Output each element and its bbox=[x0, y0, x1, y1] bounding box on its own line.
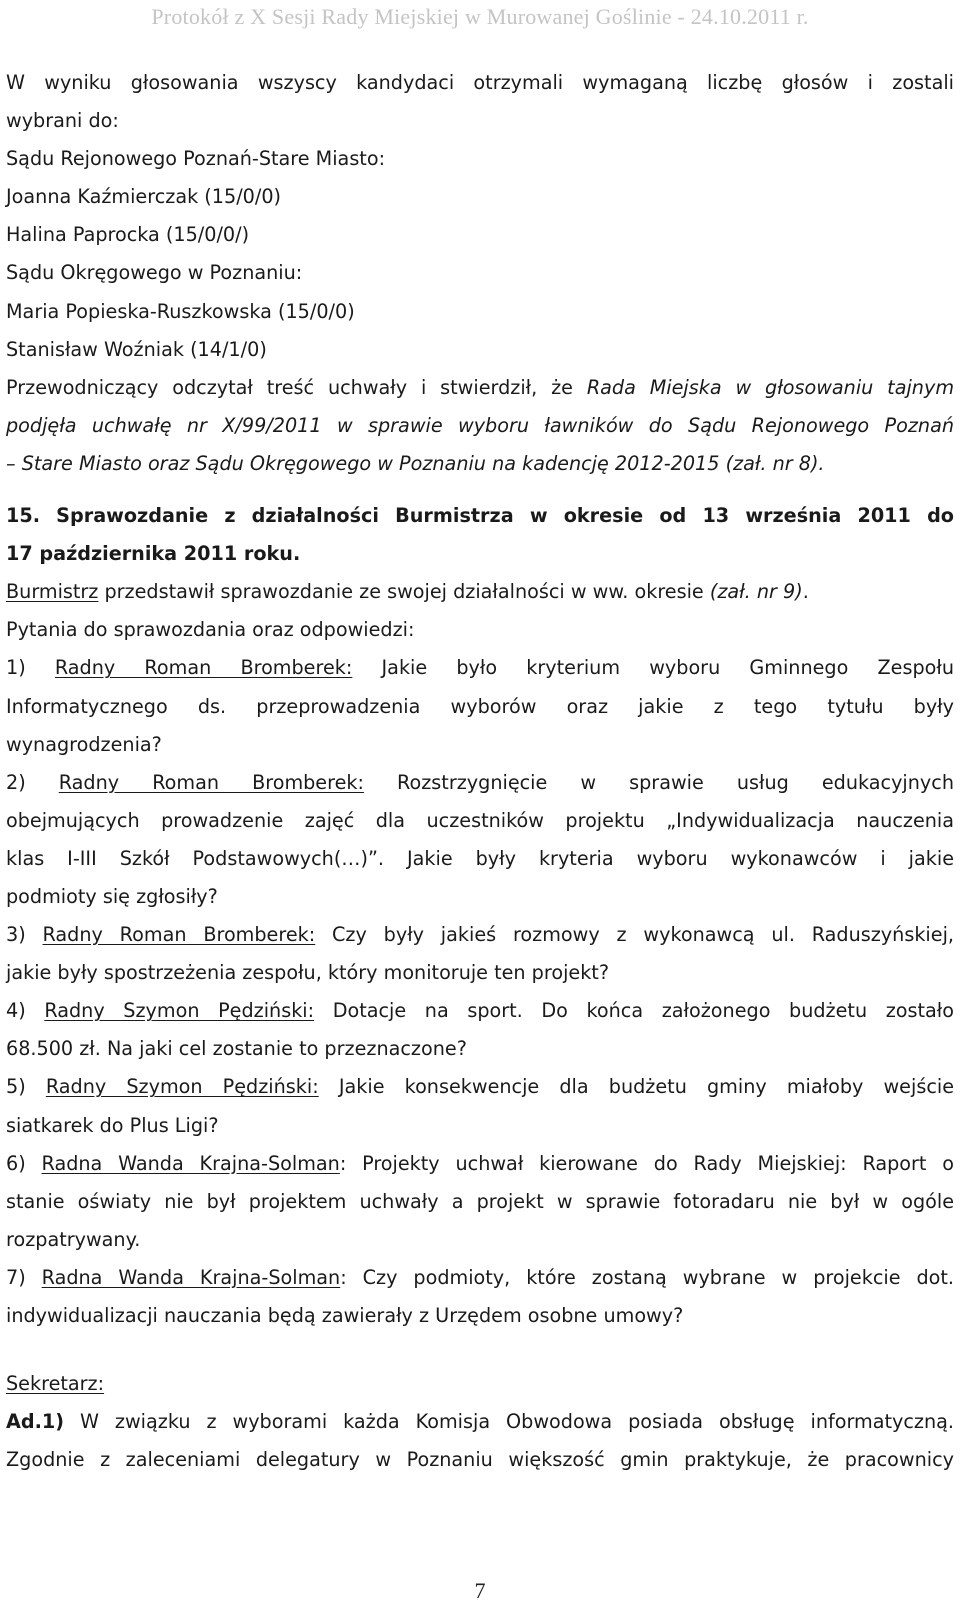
attachment-ref: (zał. nr 9) bbox=[709, 580, 803, 604]
question-1-line-2: Informatycznego ds. przeprowadzenia wyborów oraz jakie z tego tytułu były bbox=[6, 694, 954, 718]
question-1-line-3: wynagrodzenia? bbox=[6, 732, 162, 756]
question-number: 6) bbox=[6, 1151, 42, 1175]
question-number: 1) bbox=[6, 656, 55, 680]
question-1-line-1 bbox=[6, 649, 954, 687]
mayor-label: Burmistrz bbox=[6, 580, 99, 604]
question-speaker: Radny Roman Bromberek: bbox=[58, 770, 364, 794]
question-text: : Projekty uchwał kierowane do Rady Miejskiej: Raport o bbox=[339, 1151, 955, 1175]
question-speaker: Radny Roman Bromberek: bbox=[54, 656, 353, 680]
question-3-line-2: jakie były spostrzeżenia zespołu, który monitoruje ten projekt? bbox=[6, 961, 610, 985]
answer-label: Ad.1) bbox=[6, 1410, 64, 1434]
question-7-line-1 bbox=[6, 1259, 954, 1297]
questions-label: Pytania do sprawozdania oraz odpowiedzi: bbox=[6, 618, 415, 642]
question-2-line-3: klas I-III Szkół Podstawowych(…)”. Jakie były kryteria wyboru wykonawców i jakie bbox=[6, 846, 954, 870]
question-5-line-2: siatkarek do Plus Ligi? bbox=[6, 1113, 219, 1137]
document-body bbox=[6, 64, 954, 1479]
section-15-heading-line-1: 15. Sprawozdanie z działalności Burmistrza w okresie od 13 września 2011 do bbox=[6, 504, 954, 528]
resolution-line-2: podjęła uchwałę nr X/99/2011 w sprawie wyboru ławników do Sądu Rejonowego Poznań bbox=[6, 413, 954, 437]
question-speaker: Radny Szymon Pędziński: bbox=[44, 999, 315, 1023]
question-4-line-2: 68.500 zł. Na jaki cel zostanie to przeznaczone? bbox=[6, 1037, 467, 1061]
question-7-line-2: indywidualizacji nauczania będą zawierały z Urzędem osobne umowy? bbox=[6, 1304, 684, 1327]
question-number: 2) bbox=[6, 770, 59, 794]
question-3-line-1 bbox=[6, 916, 954, 954]
question-text: Jakie konsekwencje dla budżetu gminy miałoby wejście bbox=[318, 1075, 955, 1099]
question-6-line-3: rozpatrywany. bbox=[6, 1227, 141, 1251]
period: . bbox=[802, 580, 809, 604]
resolution-line-3: – Stare Miasto oraz Sądu Okręgowego w Poznaniu na kadencję 2012-2015 (zał. nr 8). bbox=[6, 451, 825, 475]
question-6-line-1 bbox=[6, 1145, 954, 1183]
mayor-report-line bbox=[6, 573, 954, 611]
question-number: 5) bbox=[6, 1075, 46, 1099]
question-2-line-2: obejmujących prowadzenie zajęć dla uczestników projektu „Indywidualizacja nauczenia bbox=[6, 808, 954, 832]
question-2-line-1 bbox=[6, 764, 954, 802]
spacer bbox=[6, 1335, 954, 1365]
question-text: Czy były jakieś rozmowy z wykonawcą ul. Raduszyńskiej, bbox=[315, 923, 954, 947]
resolution-line-1 bbox=[6, 369, 954, 407]
candidate-3: Maria Popieska-Ruszkowska (15/0/0) bbox=[6, 299, 355, 323]
page-number: 7 bbox=[474, 1578, 486, 1603]
mayor-report-text: przedstawił sprawozdanie ze swojej działalności w ww. okresie bbox=[98, 580, 710, 604]
resolution-text-a: Przewodniczący odczytał treść uchwały i stwierdził, że bbox=[6, 375, 587, 399]
candidate-1: Joanna Kaźmierczak (15/0/0) bbox=[6, 185, 282, 209]
question-5-line-1 bbox=[6, 1068, 954, 1106]
intro-line-1: W wyniku głosowania wszyscy kandydaci otrzymali wymaganą liczbę głosów i zostali bbox=[6, 71, 954, 94]
question-speaker: Radna Wanda Krajna-Solman bbox=[41, 1151, 340, 1175]
intro-line-2: wybrani do: bbox=[6, 109, 119, 133]
secretary-answer-line-2: Zgodnie z zaleceniami delegatury w Poznaniu większość gmin praktykuje, że pracownicy bbox=[6, 1448, 954, 1472]
spacer bbox=[6, 483, 954, 497]
answer-text: W związku z wyborami każda Komisja Obwodowa posiada obsługę informatyczną. bbox=[64, 1410, 954, 1434]
candidate-2: Halina Paprocka (15/0/0/) bbox=[6, 223, 250, 247]
question-2-line-4: podmioty się zgłosiły? bbox=[6, 884, 218, 908]
secretary-label: Sekretarz: bbox=[6, 1372, 105, 1396]
question-text: Jakie było kryterium wyboru Gminnego Zespołu bbox=[352, 656, 955, 680]
secretary-answer-line-1 bbox=[6, 1403, 954, 1441]
question-speaker: Radna Wanda Krajna-Solman bbox=[41, 1265, 341, 1289]
question-text: : Czy podmioty, które zostaną wybrane w projekcie dot. bbox=[340, 1265, 955, 1289]
question-number: 4) bbox=[6, 999, 45, 1023]
candidate-4: Stanisław Woźniak (14/1/0) bbox=[6, 337, 267, 361]
question-text: Rozstrzygnięcie w sprawie usług edukacyjnych bbox=[363, 770, 954, 794]
question-text: Dotacje na sport. Do końca założonego budżetu zostało bbox=[314, 999, 954, 1023]
question-4-line-1 bbox=[6, 992, 954, 1030]
section-15-heading-line-2: 17 października 2011 roku. bbox=[6, 542, 301, 566]
resolution-text-b: Rada Miejska w głosowaniu tajnym bbox=[586, 375, 955, 399]
question-speaker: Radny Roman Bromberek: bbox=[42, 923, 316, 947]
question-number: 3) bbox=[6, 923, 43, 947]
court-rejonowy-heading: Sądu Rejonowego Poznań-Stare Miasto: bbox=[6, 147, 386, 171]
question-6-line-2: stanie oświaty nie był projektem uchwały a projekt w sprawie fotoradaru nie był w ogóle bbox=[6, 1189, 954, 1213]
document-header: Protokół z X Sesji Rady Miejskiej w Murowanej Goślinie - 24.10.2011 r. bbox=[151, 4, 809, 29]
court-okregowy-heading: Sądu Okręgowego w Poznaniu: bbox=[6, 261, 303, 285]
question-speaker: Radny Szymon Pędziński: bbox=[45, 1075, 319, 1099]
question-number: 7) bbox=[6, 1265, 42, 1289]
